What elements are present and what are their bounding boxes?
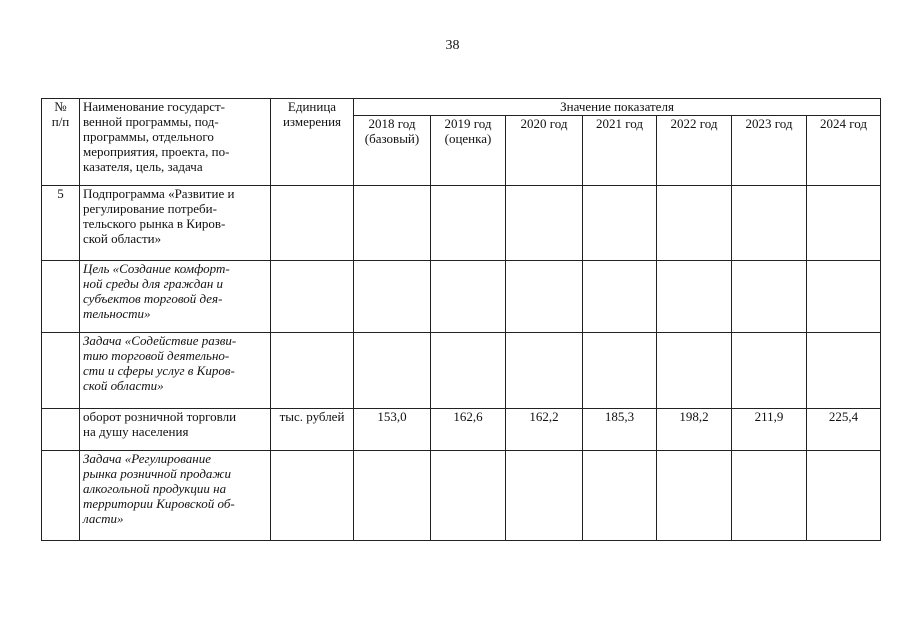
row-value	[354, 186, 431, 261]
row-name-line: рынка розничной продажи	[83, 466, 232, 481]
header-year-note: (базовый)	[364, 131, 420, 146]
row-name-line: территории Кировской об-	[83, 496, 235, 511]
header-name-line: казателя, цель, задача	[83, 159, 203, 174]
row-value	[506, 451, 583, 541]
header-name-line: венной программы, под-	[83, 114, 219, 129]
header-year-2023	[732, 116, 807, 186]
row-value	[732, 451, 807, 541]
row-value	[583, 451, 657, 541]
row-unit	[271, 261, 354, 333]
header-unit	[271, 99, 354, 186]
header-year-line: 2022 год	[670, 116, 718, 131]
row-name-line: сти и сферы услуг в Киров-	[83, 363, 235, 378]
row-value	[807, 333, 881, 409]
header-value-group: Значение показателя	[354, 99, 881, 116]
row-value	[354, 261, 431, 333]
row-value	[431, 333, 506, 409]
row-name	[80, 409, 271, 451]
row-value	[506, 261, 583, 333]
header-year-2022	[657, 116, 732, 186]
row-name-line: Задача «Содействие разви-	[83, 333, 237, 348]
header-year-2018	[354, 116, 431, 186]
row-name-line: тию торговой деятельно-	[83, 348, 230, 363]
row-name	[80, 261, 271, 333]
row-value: 185,3	[583, 409, 657, 451]
table-body	[42, 186, 881, 541]
page-number: 38	[445, 38, 460, 53]
row-num	[42, 333, 80, 409]
indicators-table	[41, 98, 881, 541]
row-name-line: Цель «Создание комфорт-	[83, 261, 230, 276]
row-name-line: ской области»	[83, 378, 164, 393]
row-num	[42, 451, 80, 541]
row-value	[583, 333, 657, 409]
header-year-line: 2020 год	[520, 116, 568, 131]
row-name-line: на душу населения	[83, 424, 189, 439]
row-value	[732, 333, 807, 409]
row-name-line: Подпрограмма «Развитие и	[83, 186, 235, 201]
row-name-line: оборот розничной торговли	[83, 409, 237, 424]
row-value	[657, 333, 732, 409]
row-name-line: тельского рынка в Киров-	[83, 216, 226, 231]
row-value: 162,2	[506, 409, 583, 451]
row-value	[807, 186, 881, 261]
header-name-line: программы, отдельного	[83, 129, 214, 144]
row-name-line: Задача «Регулирование	[83, 451, 211, 466]
row-value	[732, 186, 807, 261]
row-value	[431, 451, 506, 541]
row-name-line: субъектов торговой дея-	[83, 291, 223, 306]
row-value	[732, 261, 807, 333]
row-name	[80, 451, 271, 541]
row-value	[506, 333, 583, 409]
row-unit	[271, 186, 354, 261]
row-num: 5	[42, 186, 80, 261]
row-unit	[271, 333, 354, 409]
header-num	[42, 99, 80, 186]
row-value	[506, 186, 583, 261]
header-unit-line: Единица	[287, 99, 337, 114]
header-year-2020	[506, 116, 583, 186]
row-value	[583, 261, 657, 333]
header-name	[80, 99, 271, 186]
row-value	[354, 451, 431, 541]
row-value	[657, 451, 732, 541]
header-year-2021	[583, 116, 657, 186]
row-name-line: алкогольной продукции на	[83, 481, 227, 496]
row-name-line: тельности»	[83, 306, 151, 321]
header-num-line: п/п	[51, 114, 70, 129]
row-name-line: регулирование потреби-	[83, 201, 217, 216]
table-row-subprogram	[42, 186, 881, 261]
row-value	[657, 186, 732, 261]
row-value: 198,2	[657, 409, 732, 451]
row-name-line: ской области»	[83, 231, 162, 246]
row-name-line: ласти»	[83, 511, 124, 526]
row-num	[42, 261, 80, 333]
header-year-line: 2018 год	[368, 116, 416, 131]
row-unit	[271, 451, 354, 541]
table-row-task	[42, 451, 881, 541]
row-value	[431, 186, 506, 261]
row-name	[80, 186, 271, 261]
row-value	[431, 261, 506, 333]
header-year-note: (оценка)	[444, 131, 492, 146]
table-row-goal	[42, 261, 881, 333]
table-row-task	[42, 333, 881, 409]
header-year-line: 2021 год	[596, 116, 643, 131]
header-year-line: 2019 год	[444, 116, 492, 131]
table-row-indicator	[42, 409, 881, 451]
row-num	[42, 409, 80, 451]
row-value	[657, 261, 732, 333]
row-name-line: ной среды для граждан и	[83, 276, 224, 291]
table-header	[42, 99, 881, 186]
header-year-line: 2023 год	[745, 116, 793, 131]
row-unit: тыс. рублей	[271, 409, 354, 451]
row-value	[583, 186, 657, 261]
header-num-line: №	[54, 99, 67, 114]
header-name-line: Наименование государст-	[83, 99, 226, 114]
row-value	[807, 451, 881, 541]
header-year-2019	[431, 116, 506, 186]
header-name-line: мероприятия, проекта, по-	[83, 144, 230, 159]
row-value: 153,0	[354, 409, 431, 451]
header-unit-line: измерения	[282, 114, 342, 129]
row-value	[807, 261, 881, 333]
header-year-2024	[807, 116, 881, 186]
row-value: 225,4	[807, 409, 881, 451]
row-value	[354, 333, 431, 409]
row-value: 211,9	[732, 409, 807, 451]
row-name	[80, 333, 271, 409]
row-value: 162,6	[431, 409, 506, 451]
header-year-line: 2024 год	[820, 116, 868, 131]
